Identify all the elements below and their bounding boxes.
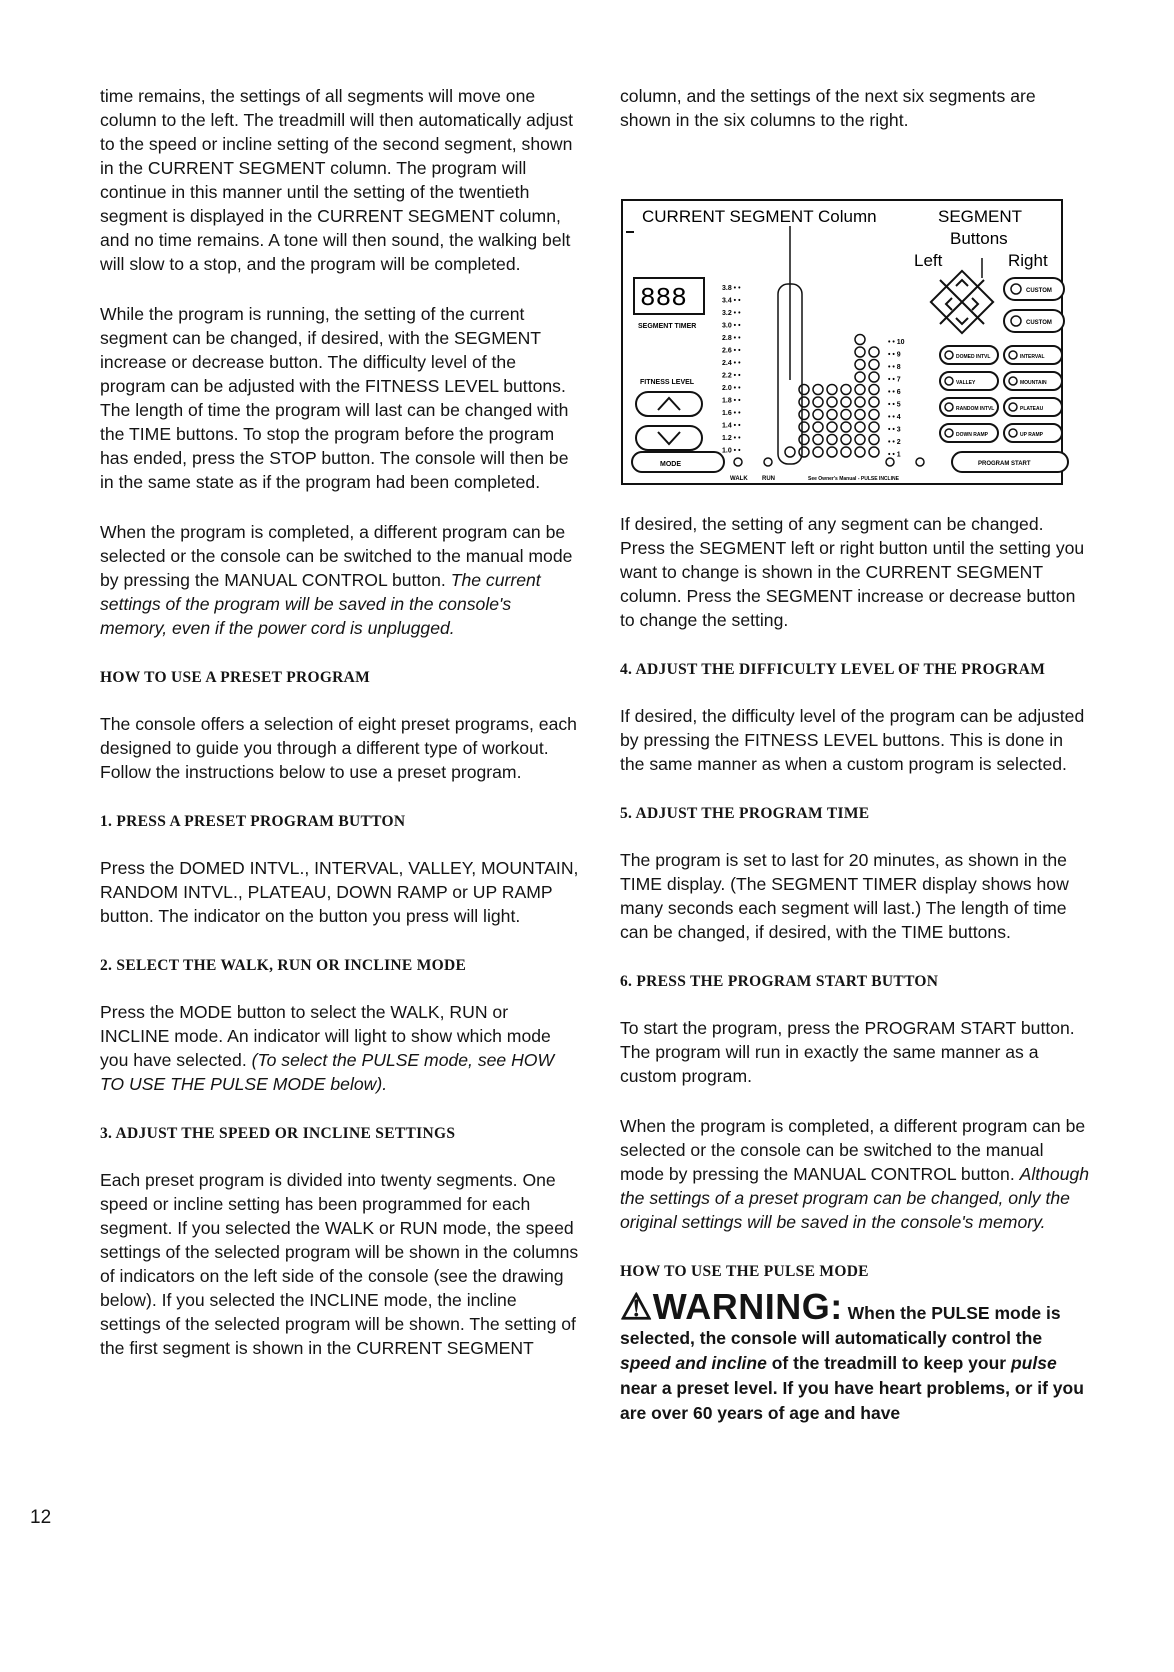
warning-icon: ⚠ [620, 1286, 653, 1327]
segment-indicator [855, 372, 865, 382]
left-scale-value: 1.8 • • [722, 397, 741, 405]
custom-label-1: CUSTOM [1026, 288, 1052, 294]
preset-button-label: DOMED INTVL [956, 354, 991, 360]
right-scale-value: • • 3 [888, 426, 901, 434]
segment-indicator [869, 347, 879, 357]
segment-indicator [799, 385, 809, 395]
preset-button-label: PLATEAU [1020, 406, 1044, 412]
segment-indicator [827, 385, 837, 395]
segment-indicator [827, 410, 837, 420]
right-scale-value: • • 1 [888, 451, 901, 459]
preset-button-label: DOWN RAMP [956, 432, 988, 438]
segment-timer-label: SEGMENT TIMER [638, 323, 697, 330]
right-scale-value: • • 9 [888, 351, 901, 359]
left-scale-value: 1.2 • • [722, 435, 741, 442]
segment-indicator [841, 447, 851, 457]
right-scale-value: • • 6 [888, 389, 901, 396]
left-scale-value: 2.6 • • [722, 347, 741, 355]
segment-indicator [855, 435, 865, 445]
console-diagram [620, 150, 1088, 490]
left-column [100, 84, 580, 1386]
segment-indicator [827, 422, 837, 432]
segment-indicator [855, 385, 865, 395]
step1-text: Press the DOMED INTVL., INTERVAL, VALLEY, MOUNTAIN, RANDOM INTVL., PLATEAU, DOWN RAMP or UP RAMP button. The indicator on the button you press will light. [100, 858, 579, 926]
step2-text [100, 1000, 580, 1096]
pulse-incline-label: See Owner's Manual - PULSE INCLINE [808, 476, 899, 482]
right-column [620, 84, 1090, 1426]
preset-button-label: RANDOM INTVL [956, 406, 995, 412]
segment-indicator [855, 422, 865, 432]
left-scale-value: 2.0 • • [722, 385, 741, 392]
right-incline-scale [888, 339, 905, 459]
segment-indicator [841, 397, 851, 407]
step2-italic-note: (To select the PULSE mode, see HOW TO USE THE PULSE MODE below). [100, 1050, 555, 1094]
segment-indicator [813, 422, 823, 432]
left-speed-scale [722, 285, 741, 455]
right-scale-value: • • 4 [888, 414, 901, 421]
step4-text: If desired, the difficulty level of the program can be adjusted by pressing the FITNESS LEVEL buttons. This is done in the same manner as when a custom program is selected. [620, 706, 1085, 774]
left-scale-value: 2.4 • • [722, 360, 741, 367]
fitness-level-label: FITNESS LEVEL [640, 379, 695, 386]
custom-label-2: CUSTOM [1026, 320, 1052, 326]
left-scale-value: 2.8 • • [722, 335, 741, 342]
console-drawing [620, 150, 1088, 490]
right-scale-value: • • 7 [888, 376, 901, 384]
step2-heading: 2. SELECT THE WALK, RUN OR INCLINE MODE [100, 957, 467, 974]
step6-heading: 6. PRESS THE PROGRAM START BUTTON [620, 973, 939, 990]
step5-text: The program is set to last for 20 minutes, as shown in the TIME display. (The SEGMENT TIMER display shows how many seconds each segment will last.) The length of time can be changed, if desired, with the TIME buttons. [620, 850, 1069, 942]
segment-indicator [785, 447, 795, 457]
step3-text: Each preset program is divided into twenty segments. One speed or incline setting has been programmed for each segment. If you selected the WALK or RUN mode, the speed settings of the selected program will be shown in the columns of indicators on the left side of the console (see the drawing below). If you selected the INCLINE mode, the incline settings of the selected program will be shown. The setting of the first segment is shown in the CURRENT SEGMENT [100, 1170, 579, 1358]
preset-buttons [940, 346, 1062, 442]
segment-indicator [813, 435, 823, 445]
heading-preset-program: HOW TO USE A PRESET PROGRAM [100, 669, 371, 686]
segment-indicator [869, 435, 879, 445]
completed-text: When the program is completed, a different program can be selected or the console can be switched to the manual mode by pressing the MANUAL CONTROL button. [100, 522, 573, 590]
segment-indicator [827, 397, 837, 407]
step3-heading: 3. ADJUST THE SPEED OR INCLINE SETTINGS [100, 1125, 456, 1142]
left-scale-value: 3.4 • • [722, 297, 741, 305]
segment-indicator [841, 385, 851, 395]
step6-text: To start the program, press the PROGRAM START button. The program will run in exactly the same manner as a custom program. [620, 1018, 1075, 1086]
preset-button-label: INTERVAL [1020, 354, 1045, 360]
left-scale-value: 1.6 • • [722, 410, 741, 417]
segment-indicator [813, 410, 823, 420]
segment-indicator [855, 347, 865, 357]
right-scale-value: • • 5 [888, 401, 901, 409]
right-scale-value: • • 8 [888, 364, 901, 371]
segment-label: SEGMENT [938, 207, 1023, 226]
right-scale-value: • • 10 [888, 339, 905, 346]
paragraph-preset-intro: The console offers a selection of eight preset programs, each designed to guide you through a different type of workout. Follow the instructions below to use a preset program. [100, 714, 577, 782]
segment-indicator [869, 410, 879, 420]
warning-block [620, 1286, 1090, 1426]
step1-heading: 1. PRESS A PRESET PROGRAM BUTTON [100, 813, 406, 830]
segment-indicator [813, 397, 823, 407]
left-scale-value: 3.2 • • [722, 310, 741, 317]
segment-indicator [813, 447, 823, 457]
step2-main: Press the MODE button to select the WALK, RUN or INCLINE mode. An indicator will light to show which mode you have selected. [100, 1002, 551, 1070]
left-scale-value: 3.8 • • [722, 285, 741, 292]
segment-indicator [799, 435, 809, 445]
segment-indicator [841, 422, 851, 432]
left-scale-value: 1.4 • • [722, 422, 741, 430]
warning-end: near a preset level. If you have heart problems, or if you are over 60 years of age and have [620, 1378, 1084, 1423]
segment-indicator [869, 360, 879, 370]
fitness-up-button[interactable] [636, 392, 702, 416]
segment-indicator [869, 447, 879, 457]
preset-button-label: UP RAMP [1020, 432, 1043, 438]
right-scale-value: • • 2 [888, 439, 901, 446]
program-start-label: PROGRAM START [978, 461, 1031, 467]
preset-button-label: VALLEY [956, 380, 976, 386]
segment-indicator [855, 397, 865, 407]
completed-italic-note: The current settings of the program will be saved in the console's memory, even if the power cord is unplugged. [100, 570, 541, 638]
paragraph-preset-completed [620, 1114, 1090, 1234]
segment-indicator [855, 335, 865, 345]
paragraph-continue: time remains, the settings of all segments will move one column to the left. The treadmill will then automatically adjust to the speed or incline setting of the second segment, shown in the CURRENT SEGMENT column. The program will continue in this manner until the setting of the twentieth segment is displayed in the CURRENT SEGMENT column, and no time remains. A tone will then sound, the walking belt will slow to a stop, and the program will be completed. [100, 86, 573, 274]
warning-intro: When the PULSE mode is selected, the console will automatically control the [620, 1303, 1061, 1348]
preset-completed-text: When the program is completed, a different program can be selected or the console can be switched to the manual mode by pressing the MANUAL CONTROL button. [620, 1116, 1086, 1184]
segment-indicator [813, 385, 823, 395]
segment-indicator [799, 397, 809, 407]
paragraph-program-running: While the program is running, the setting of the current segment can be changed, if desired, with the SEGMENT increase or decrease button. The difficulty level of the program can be adjusted with the FITNESS LEVEL buttons. The length of time the program will last can be changed with the TIME buttons. To stop the program before the program has ended, press the STOP button. The console will then be in the same state as if the program had been completed. [100, 304, 569, 492]
run-label: RUN [762, 476, 775, 482]
segment-indicator [869, 385, 879, 395]
pulse-indicator [886, 458, 894, 466]
step5-heading: 5. ADJUST THE PROGRAM TIME [620, 805, 870, 822]
segment-indicator [869, 397, 879, 407]
heading-pulse-mode: HOW TO USE THE PULSE MODE [620, 1263, 869, 1280]
warning-italic-pulse: pulse [1010, 1353, 1057, 1373]
mode-label: MODE [660, 461, 681, 468]
paragraph-program-completed [100, 520, 580, 640]
paragraph-right-continue: column, and the settings of the next six segments are shown in the six columns to the right. [620, 86, 1036, 130]
segment-indicator [799, 410, 809, 420]
segment-indicator [799, 447, 809, 457]
segment-indicator [841, 410, 851, 420]
left-scale-value: 2.2 • • [722, 372, 741, 380]
warning-mid: of the treadmill to keep your [771, 1353, 1007, 1373]
warning-word: WARNING: [652, 1286, 843, 1327]
display-digits: 888 [640, 283, 687, 313]
left-label: Left [914, 251, 943, 270]
preset-completed-italic: Although the settings of a preset program can be changed, only the original settings will be saved in the console's memory. [620, 1164, 1090, 1232]
segment-indicator [855, 410, 865, 420]
segment-indicator [827, 435, 837, 445]
left-scale-value: 1.0 • • [722, 447, 741, 455]
indicator-grid [785, 335, 879, 458]
preset-button-label: MOUNTAIN [1020, 380, 1047, 386]
segment-indicator [855, 360, 865, 370]
buttons-label: Buttons [950, 229, 1008, 248]
segment-indicator [827, 447, 837, 457]
segment-indicator [841, 435, 851, 445]
right-label: Right [1008, 251, 1048, 270]
paragraph-segment-change: If desired, the setting of any segment can be changed. Press the SEGMENT left or right button until the setting you want to change is shown in the CURRENT SEGMENT column. Press the SEGMENT increase or decrease button to change the setting. [620, 514, 1085, 630]
segment-indicator [869, 422, 879, 432]
segment-indicator [799, 422, 809, 432]
current-segment-label: CURRENT SEGMENT Column [642, 207, 877, 226]
walk-indicator [734, 458, 742, 466]
segment-indicator [855, 447, 865, 457]
left-scale-value: 3.0 • • [722, 322, 741, 330]
segment-indicator [869, 372, 879, 382]
incline-indicator [916, 458, 924, 466]
run-indicator [764, 458, 772, 466]
page-number: 12 [30, 1507, 52, 1528]
walk-label: WALK [730, 476, 748, 482]
fitness-down-button[interactable] [636, 426, 702, 450]
step4-heading: 4. ADJUST THE DIFFICULTY LEVEL OF THE PROGRAM [620, 661, 1046, 678]
warning-italic-speed: speed and incline [620, 1353, 767, 1373]
